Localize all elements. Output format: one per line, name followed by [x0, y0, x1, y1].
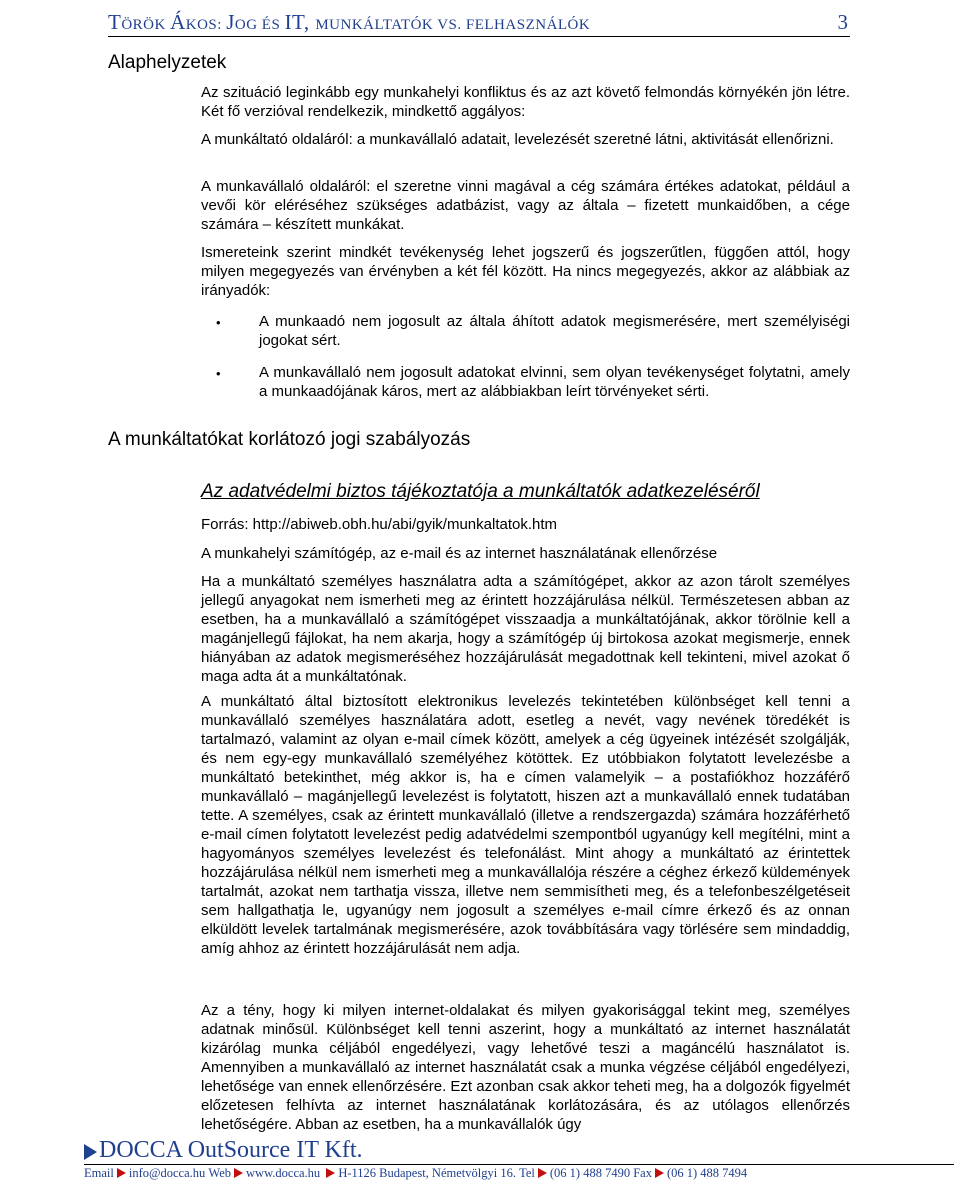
- arrow-right-icon: [538, 1168, 547, 1178]
- header-title-part: KOS:: [185, 17, 227, 33]
- email-label: Email: [84, 1165, 114, 1180]
- fax-label: Fax: [633, 1165, 652, 1180]
- arrow-right-icon: [326, 1168, 335, 1178]
- arrow-right-icon: [117, 1168, 126, 1178]
- paragraph: A munkáltató által biztosított elektronikus levelezés tekintetében különbséget kell tenni a munkavállaló személyes használatára adott, esetleg a nevét, vagy nevének töredékét is tartalmazó, valamint az olyan e-mail címek között, amelyek a cég ügyeinek intézését szolgálják, és nem egy-egy munkavállaló személyéhez kötöttek. Ez utóbbiakon folytatott levelezésbe a munkáltató betekinthet, még akkor is, ha e címen valamelyik – a postafiókhoz hozzáférő munkavállaló – magánjellegű levelezést is folytatott, hiszen azt a munkavállaló ennek tudatában tette. A személyes, csak az érintett munkavállaló (illetve a rendszergazda) számára hozzáférhető e-mail címen folytatott levelezést pedig adatvédelmi szempontból ugyanúgy kell megítélni, mint a hagyományos személyes levelezést és telefonálást. Mint ahogy a munkáltató az érintettek hozzájárulása nélkül nem ismerheti meg a munkavállalója részére a céghez érkező küldemények tartalmát, azokat nem tarthatja vissza, illetve nem semmisítheti meg, és a telefonbeszélgetéseit sem hallgathatja le, ugyanúgy nem jogosult a személyes e-mail címre érkező és az onnan elküldött levelek tartalmának megismerésére, azok továbbítására vagy törlésére sem mindaddig, amíg ahhoz az érintett hozzájárulását nem adja.: [201, 693, 850, 957]
- address: H-1126 Budapest, Németvölgyi 16.: [338, 1165, 516, 1180]
- arrow-right-icon: [234, 1168, 243, 1178]
- header-title-part: ,: [303, 10, 316, 34]
- header-title-part: MUNKÁLTATÓK VS. FELHASZNÁLÓK: [315, 17, 591, 33]
- email-link[interactable]: info@docca.hu: [128, 1165, 206, 1180]
- list-item: A munkavállaló nem jogosult adatokat elvinni, sem olyan tevékenységet folytatni, amely a munkaadójának káros, mert az alábbiakban leírt törvényeket sérti.: [259, 364, 850, 400]
- company-name: DOCCA OutSource IT Kft.: [99, 1137, 363, 1163]
- header-title-part: Á: [170, 10, 186, 34]
- bullet-icon: •: [216, 315, 221, 330]
- paragraph: Az szituáció leginkább egy munkahelyi konfliktus és az azt követő felmondás környékén jön létre. Két fő verzióval rendelkezik, mindkettő aggályos:: [201, 84, 850, 120]
- tel-label: Tel: [519, 1165, 535, 1180]
- header-title-part: ÖRÖK: [121, 17, 171, 33]
- header-title: [108, 10, 590, 35]
- footer-contact: [84, 1165, 954, 1183]
- header-title-part: J: [226, 10, 235, 34]
- web-label: Web: [208, 1165, 232, 1180]
- source-line: Forrás: http://abiweb.obh.hu/abi/gyik/munkaltatok.htm: [201, 516, 558, 533]
- web-link[interactable]: www.docca.hu: [246, 1165, 321, 1180]
- paragraph: A munkavállaló oldaláról: el szeretne vinni magával a cég számára értékes adatokat, például a vevői kör eléréséhez szükséges adatbázist, vagy az általa – fizetett munkaidőben, a cége számára – készített munkákat.: [201, 178, 850, 233]
- paragraph: Ismereteink szerint mindkét tevékenység lehet jogszerű és jogszerűtlen, függően attól, hogy milyen megegyezés van érvényben a két fél között. Ha nincs megegyezés, akkor az alábbiak az irányadók:: [201, 244, 850, 299]
- section-heading-jogi-szabalyozas: A munkáltatókat korlátozó jogi szabályozás: [108, 429, 471, 450]
- footer-brand: [84, 1138, 954, 1165]
- list-item: A munkaadó nem jogosult az általa áhított adatok megismerésére, mert személyiségi jogokat sért.: [259, 313, 850, 349]
- paragraph: Az a tény, hogy ki milyen internet-oldalakat és milyen gyakorisággal tekint meg, személyes adatnak minősül. Különbséget kell tenni aszerint, hogy a munkáltató az internet használatát kizárólag munka céljából engedélyezi, vagy lehetővé teszi a magáncélú használatot is. Amennyiben a munkavállaló az internet használatát csak a munka végzése céljából engedélyezi, lehetősége van ennek ellenőrzésére. Ezt azonban csak akkor teheti meg, ha a dolgozók figyelmét előzetesen felhívta az internet használatának korlátozására, és az utólagos ellenőrzés lehetőségére. Abban az esetben, ha a munkavállalók úgy: [201, 1002, 850, 1133]
- header-title-part: OG ÉS: [234, 17, 285, 33]
- bullet-icon: •: [216, 366, 221, 381]
- subheading: Az adatvédelmi biztos tájékoztatója a munkáltatók adatkezeléséről: [201, 481, 760, 502]
- page-header: [108, 6, 850, 37]
- section-heading-alaphelyzetek: Alaphelyzetek: [108, 52, 227, 73]
- paragraph: A munkáltató oldaláról: a munkavállaló adatait, levelezését szeretné látni, aktivitását ellenőrizni.: [201, 131, 834, 148]
- fax-number: (06 1) 488 7494: [666, 1165, 748, 1180]
- paragraph: Ha a munkáltató személyes használatra adta a számítógépet, akkor az azon tárolt személyes jellegű anyagokat nem ismerheti meg az érintett hozzájárulása nélkül. Természetesen abban az esetben, ha a munkavállaló a számítógépet visszaadja a munkáltatójának, akkor törölnie kell a magánjellegű fájlokat, ha nem akarja, hogy a számítógép új birtokosa azokat megismerje, ennek hiányában az adatok megismeréséhez hozzájárulását megadottnak kell tekinteni, mivel azokat ő maga adta át a munkáltatónak.: [201, 573, 850, 685]
- tel-number: (06 1) 488 7490: [549, 1165, 631, 1180]
- page-number: 3: [837, 10, 848, 34]
- arrow-right-icon: [655, 1168, 664, 1178]
- header-title-part: IT: [284, 10, 304, 34]
- topic-line: A munkahelyi számítógép, az e-mail és az internet használatának ellenőrzése: [201, 545, 718, 562]
- arrow-right-icon: [84, 1144, 97, 1160]
- header-title-part: T: [108, 10, 122, 34]
